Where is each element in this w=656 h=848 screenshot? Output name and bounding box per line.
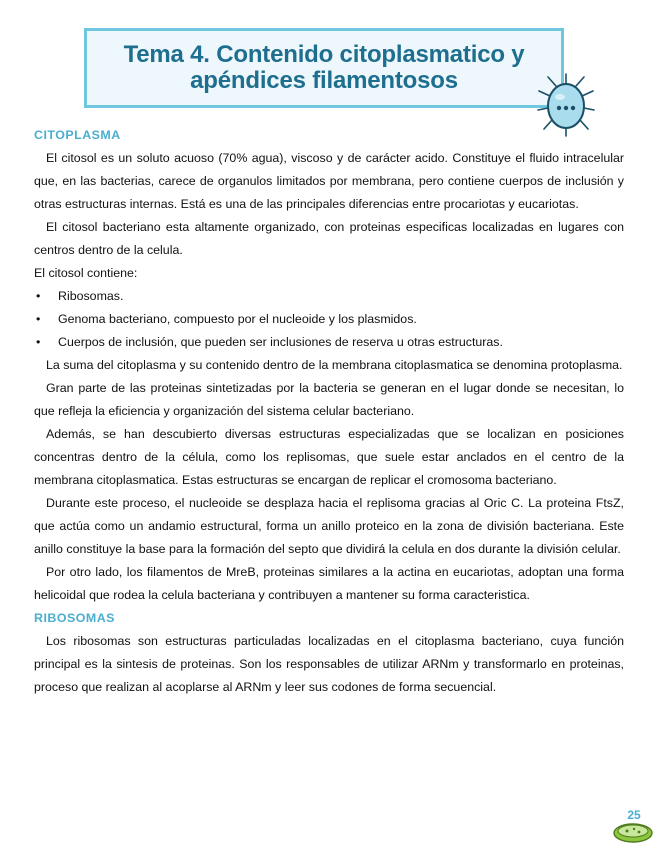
section-heading-citoplasma: CITOPLASMA bbox=[34, 128, 121, 142]
paragraph: La suma del citoplasma y su contenido dentro de la membrana citoplasmatica se denomina protoplasma. bbox=[46, 358, 623, 372]
bullet-list bbox=[34, 285, 624, 354]
section-heading-ribosomas: RIBOSOMAS bbox=[34, 611, 115, 625]
paragraph: El citosol es un soluto acuoso (70% agua), viscoso y de carácter acido. Constituye el fluido intracelular que, en las bacterias, carece de organulos limitados por membrana, pero contiene cuerpos de inclusión y otras estructuras internas. Está es una de las principales diferencias entre procariotas y eucariotas. bbox=[34, 151, 624, 211]
page-title-line-1: Tema 4. Contenido citoplasmatico y bbox=[123, 41, 525, 68]
paragraph: Por otro lado, los filamentos de MreB, proteinas similares a la actina en eucariotas, adoptan una forma helicoidal que rodea la celula bacteriana y contribuyen a mantener su forma caracteristica. bbox=[34, 565, 624, 602]
list-item: • Cuerpos de inclusión, que pueden ser inclusiones de reserva u otras estructuras. bbox=[34, 331, 624, 354]
paragraph: El citosol bacteriano esta altamente organizado, con proteinas especificas localizadas en lugares con centros dentro de la celula. bbox=[34, 220, 624, 257]
paragraph: Durante este proceso, el nucleoide se desplaza hacia el replisoma gracias al Oric C. La proteina FtsZ, que actúa como un andamio estructural, forma un anillo proteico en la zona de división bacteriana. Este anillo constituye la base para la formación del septo que dividirá la celula en dos durante la división celular. bbox=[34, 496, 624, 556]
paragraph: Los ribosomas son estructuras particuladas localizadas en el citoplasma bacteriano, cuya función principal es la sintesis de proteinas. Son los responsables de utilizar ARNm y transformarlo en proteinas, proceso que realizan al acoplarse al ARNm y leer sus codones de forma secuencial. bbox=[34, 634, 624, 694]
list-item: • Ribosomas. bbox=[34, 285, 624, 308]
paragraph: Gran parte de las proteinas sintetizadas por la bacteria se generan en el lugar donde se necesitan, lo que refleja la eficiencia y organización del sistema celular bacteriano. bbox=[34, 381, 624, 418]
page-title-line-2: apéndices filamentosos bbox=[190, 67, 458, 94]
paragraph: Además, se han descubierto diversas estructuras especializadas que se localizan en posiciones concentras dentro de la célula, como los replisomas, que suele estar anclados en el centro de la membrana citoplasmatica. Estas estructuras se encargan de replicar el cromosoma bacteriano. bbox=[34, 427, 624, 487]
paragraph: El citosol contiene: bbox=[34, 266, 138, 280]
page-number: 25 bbox=[627, 808, 641, 822]
list-item: • Genoma bacteriano, compuesto por el nucleoide y los plasmidos. bbox=[34, 308, 624, 331]
title-box bbox=[84, 28, 564, 108]
page-content bbox=[34, 124, 624, 699]
petri-dish-icon bbox=[612, 820, 654, 844]
